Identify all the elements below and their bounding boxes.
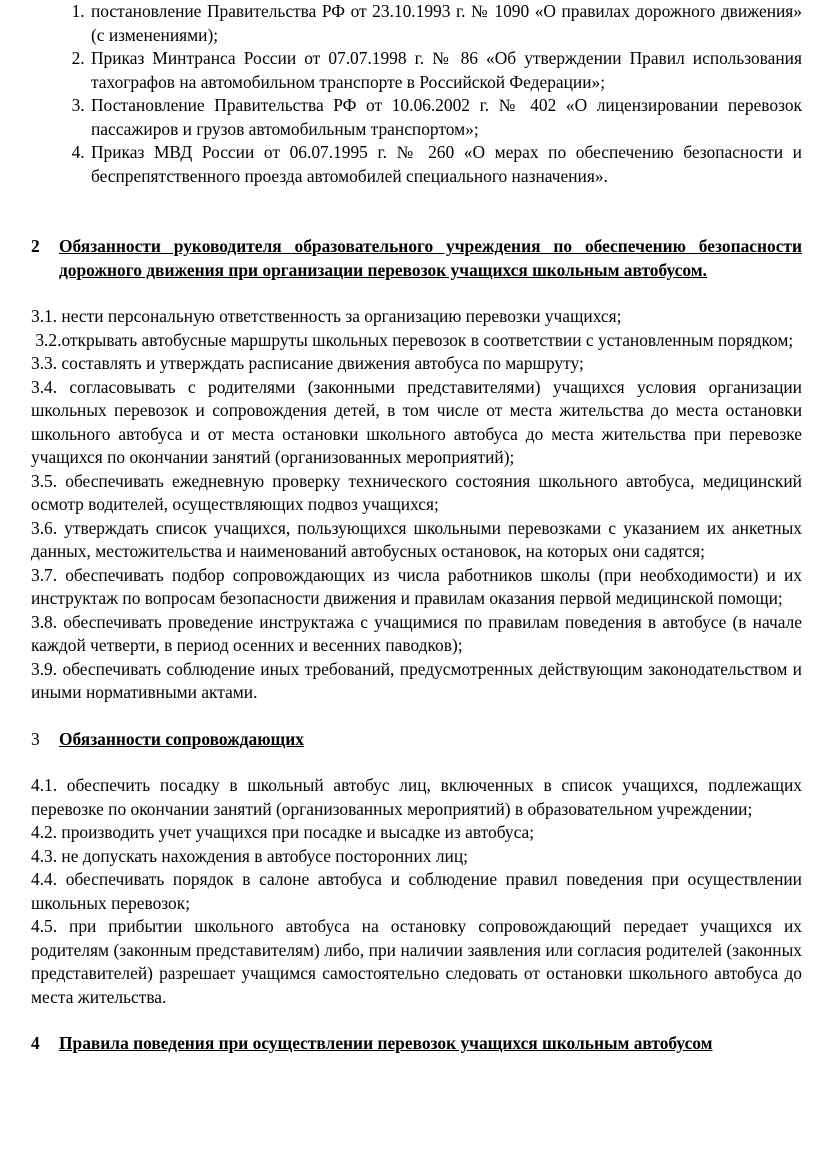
section-number: 4	[31, 1033, 40, 1053]
section-title: Правила поведения при осуществлении перевозок учащихся школьным автобусом	[59, 1033, 713, 1053]
section-number: 3	[31, 728, 40, 749]
duty-item: 4.5. при прибытии школьного автобуса на остановку сопровождающий передает учащихся их родителям (законным представителям) либо, при наличии заявления или согласия родителей (законных представителей) разрешает учащимся самостоятельно следовать от остановки школьного автобуса до места жительства.	[31, 916, 802, 1007]
duty-item: 3.6. утверждать список учащихся, пользующихся школьными перевозками с указанием их анкетных данных, местожительства и наименований автобусных остановок, на которых они садятся;	[31, 517, 802, 561]
reference-item: 4. Приказ МВД России от 06.07.1995 г. № 260 «О мерах по обеспечению безопасности и беспрепятственного проезда автомобилей специального назначения».	[89, 141, 802, 188]
duty-item: 4.2. производить учет учащихся при посадке и высадке из автобуса;	[31, 822, 535, 842]
duty-item: 3.9. обеспечивать соблюдение иных требований, предусмотренных действующим законодательством и иными нормативными актами.	[31, 658, 802, 702]
section-4-heading	[31, 1032, 802, 1056]
section-2-heading	[31, 235, 802, 282]
duty-item: 3.4. согласовывать с родителями (законными представителями) учащихся условия организации школьных перевозок и сопровождения детей, в том числе от места жительства до места остановки школьного автобуса и от места остановки школьного автобуса до места жительства при перевозке учащихся по окончании занятий (организованных мероприятий);	[31, 376, 802, 467]
reference-item: 1. постановление Правительства РФ от 23.10.1993 г. № 1090 «О правилах дорожного движения» (с изменениями);	[89, 0, 802, 47]
section-3-heading	[31, 728, 802, 752]
section-title: Обязанности сопровождающих	[59, 728, 304, 749]
duty-item: 4.4. обеспечивать порядок в салоне автобуса и соблюдение правил поведения при осуществлении школьных перевозок;	[31, 869, 802, 913]
duty-item: 3.1. нести персональную ответственность за организацию перевозки учащихся;	[31, 306, 622, 326]
section-title: Обязанности руководителя образовательного учреждения по обеспечению безопасности дорожного движения при организации перевозок учащихся школьным автобусом.	[59, 236, 802, 280]
section-3-body	[31, 774, 802, 1009]
reference-list	[31, 0, 802, 188]
section-2-body	[31, 305, 802, 705]
duty-item: 3.3. составлять и утверждать расписание движения автобуса по маршруту;	[31, 353, 584, 373]
duty-item: 4.1. обеспечить посадку в школьный автобус лиц, включенных в список учащихся, подлежащих перевозке по окончании занятий (организованных мероприятий) в образовательном учреждении;	[31, 775, 802, 819]
duty-item: 4.3. не допускать нахождения в автобусе посторонних лиц;	[31, 845, 468, 866]
duty-item: 3.7. обеспечивать подбор сопровождающих из числа работников школы (при необходимости) и их инструктаж по вопросам безопасности движения и правилам оказания первой медицинской помощи;	[31, 564, 802, 608]
duty-item: 3.5. обеспечивать ежедневную проверку технического состояния школьного автобуса, медицинский осмотр водителей, осуществляющих подвоз учащихся;	[31, 470, 802, 514]
duty-item: 3.8. обеспечивать проведение инструктажа с учащимися по правилам поведения в автобусе (в начале каждой четверти, в период осенних и весенних паводков);	[31, 611, 802, 655]
duty-item: 3.2.открывать автобусные маршруты школьных перевозок в соответствии с установленным порядком;	[31, 329, 794, 350]
reference-item: 2. Приказ Минтранса России от 07.07.1998 г. № 86 «Об утверждении Правил использования тахографов на автомобильном транспорте в Российской Федерации»;	[89, 47, 802, 94]
reference-item: 3. Постановление Правительства РФ от 10.06.2002 г. № 402 «О лицензировании перевозок пассажиров и грузов автомобильным транспортом»;	[89, 94, 802, 141]
section-number: 2	[31, 236, 40, 256]
